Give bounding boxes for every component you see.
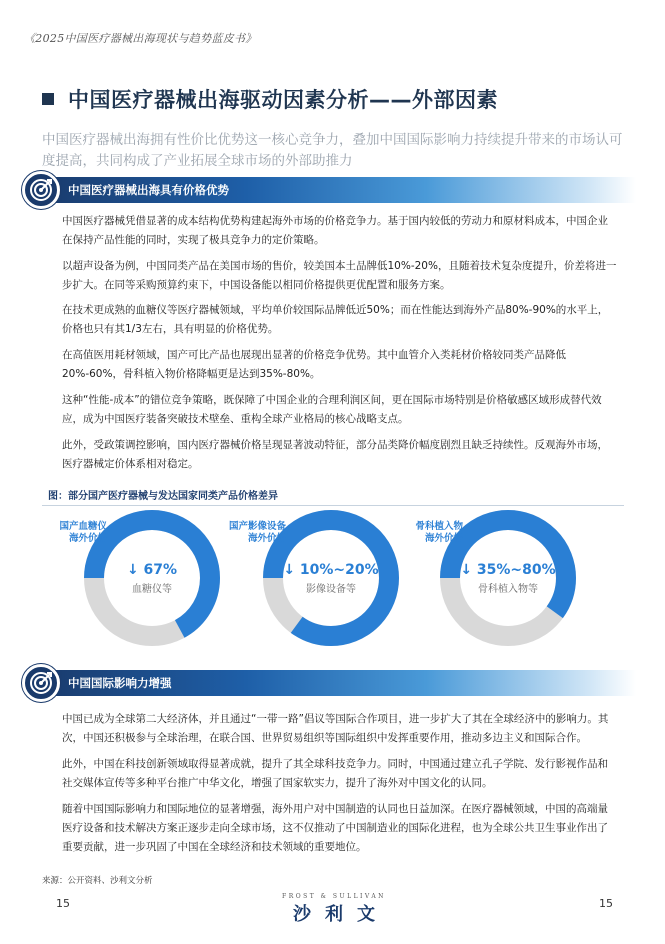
target-icon: [22, 664, 60, 702]
heading-square-icon: [42, 93, 54, 105]
donut-value-label: ↓ 35%~80%: [460, 562, 556, 578]
donut-title-label: 骨科植入物 海外价格: [415, 521, 463, 544]
paragraph: 中国已成为全球第二大经济体，并且通过“一带一路”倡议等国际合作项目，进一步扩大了其在全球经济中的影响力。其次，中国还积极参与全球治理，在联合国、世界贸易组织等国际组织中发挥重要作用，推动多边主义和国际合作。: [62, 713, 609, 744]
paragraph: 在技术更成熟的血糖仪等医疗器械领域，平均单价较国际品牌低近50%；而在性能达到海外产品80%-90%的水平上，价格也只有其1/3左右，具有明显的价格优势。: [62, 304, 609, 335]
report-title: 《2025中国医疗器械出海现状与趋势蓝皮书》: [24, 32, 257, 45]
page-heading: [42, 84, 498, 114]
paragraph: 在高值医用耗材领域，国产可比产品也展现出显著的价格竞争优势。其中血管介入类耗材价格较同类产品降低20%-60%，骨科植入物价格降幅更是达到35%-80%。: [62, 349, 566, 380]
donut-category-label: 影像设备等: [306, 584, 356, 595]
section-title: 中国医疗器械出海具有价格优势: [68, 183, 229, 197]
donut-category-label: 血糖仪等: [132, 584, 172, 595]
donut-category-label: 骨科植入物等: [478, 584, 538, 595]
figure-caption: 图：部分国产医疗器械与发达国家同类产品价格差异: [48, 491, 278, 502]
section-title: 中国国际影响力增强: [68, 676, 172, 690]
paragraph: 这种“性能-成本”的错位竞争策略，既保障了中国企业的合理利润区间，更在国际市场特别是价格敏感区域形成替代效应，成为中国医疗装备突破技术壁垒、重构全球产业格局的核心战略支点。: [62, 394, 602, 425]
source-note: 来源：公开资料、沙利文分析: [42, 876, 153, 886]
donut-center: [253, 562, 409, 595]
donut-value-label: ↓ 10%~20%: [283, 562, 379, 578]
frost-sullivan-logo: [254, 893, 414, 926]
donut-center: [74, 562, 230, 595]
paragraph: 此外，受政策调控影响，国内医疗器械价格呈现显著波动特征，部分品类降价幅度剧烈且缺乏持续性。反观海外市场，医疗器械定价体系相对稳定。: [62, 439, 608, 470]
donut-value-label: ↓ 67%: [126, 562, 178, 578]
donut-title-label: 国产影像设备 海外价格: [228, 521, 286, 544]
section-header-price-advantage: [22, 177, 636, 203]
paragraph: 随着中国国际影响力和国际地位的显著增强，海外用户对中国制造的认同也日益加深。在医疗器械领域，中国的高端量医疗设备和技术解决方案正逐步走向全球市场，这不仅推动了中国制造业的国际化进程，也为全球公共卫生事业作出了重要贡献，进一步巩固了中国在全球经济和技术领域的重要地位。: [62, 803, 608, 853]
page-number-left: 15: [56, 897, 70, 910]
paragraph: 中国医疗器械凭借显著的成本结构优势构建起海外市场的价格竞争力。基于国内较低的劳动力和原材料成本，中国企业在保持产品性能的同时，实现了极具竞争力的定价策略。: [62, 215, 608, 246]
page-title: 中国医疗器械出海驱动因素分析——外部因素: [68, 88, 498, 112]
target-icon: [22, 171, 60, 209]
logo-english: FROST & SULLIVAN: [282, 893, 386, 900]
page-number-right: 15: [599, 897, 613, 910]
section-header-international-influence: [22, 670, 636, 696]
donut-center: [430, 562, 586, 595]
donut-title-label: 国产血糖仪 海外价格: [59, 521, 107, 544]
logo-chinese: 沙利文: [293, 904, 389, 925]
page-subtitle: 中国医疗器械出海拥有性价比优势这一核心竞争力，叠加中国国际影响力持续提升带来的市场认可度提高，共同构成了产业拓展全球市场的外部助推力: [42, 132, 623, 169]
paragraph: 此外，中国在科技创新领域取得显著成就，提升了其全球科技竞争力。同时，中国通过建立孔子学院、发行影视作品和社交媒体宣传等多种平台推广中华文化，增强了国家软实力，提升了海外对中国文化的认同。: [62, 758, 608, 789]
paragraph: 以超声设备为例，中国同类产品在美国市场的售价，较美国本土品牌低10%-20%，且随着技术复杂度提升，价差将进一步扩大。在同等采购预算约束下，中国设备能以相同价格提供更优配置和服务方案。: [62, 260, 617, 291]
